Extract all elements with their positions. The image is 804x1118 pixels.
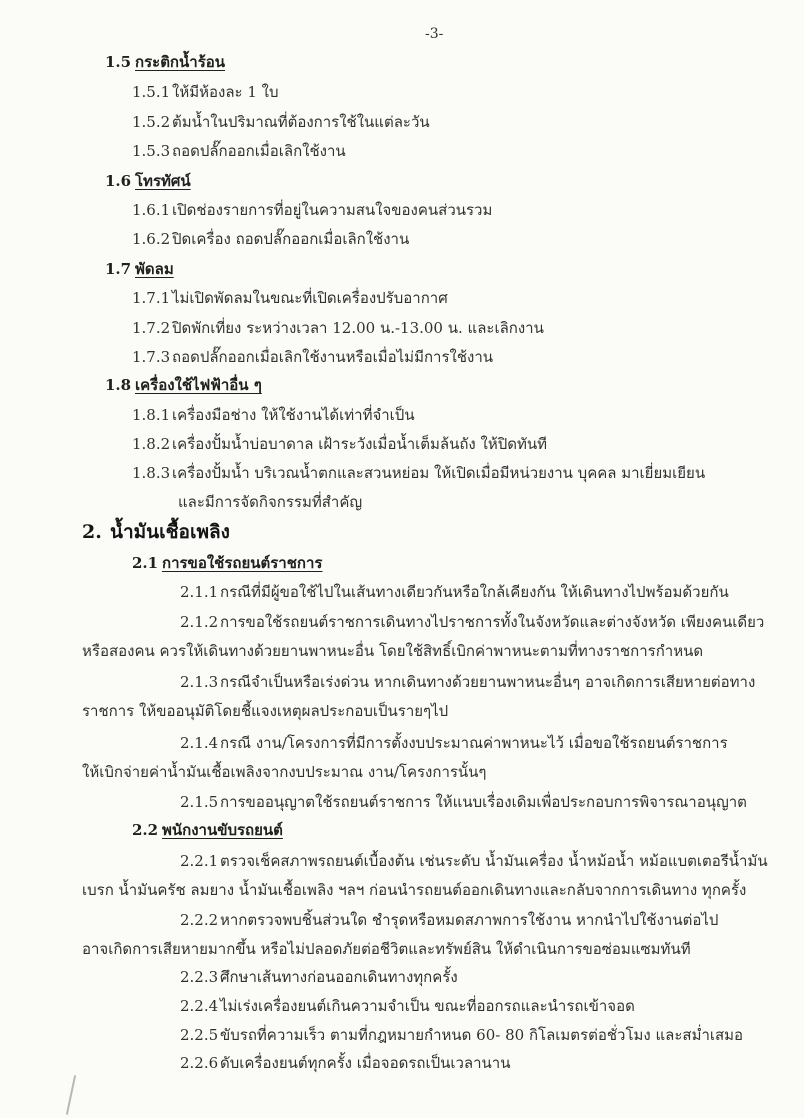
item-number: 1.5.3 [132,142,171,160]
text-line-l-2-2-5 [180,1025,743,1045]
item-text: ขับรถที่ความเร็ว ตามที่กฎหมายกำหนด 60- 80 กิโลเมตรต่อชั่วโมง และสม่ำเสมอ [220,1026,744,1044]
text-line-l-1-7-2 [132,318,544,338]
item-text: ไม่เร่งเครื่องยนต์เกินความจำเป็น ขณะที่ออกรถและนำรถเข้าจอด [220,997,635,1015]
item-text: ดับเครื่องยนต์ทุกครั้ง เมื่อจอดรถเป็นเวลานาน [220,1054,511,1072]
text-line-l-2-2-1 [180,851,768,871]
item-number: 2.2.1 [180,852,219,870]
item-text: และมีการจัดกิจกรรมที่สำคัญ [178,493,363,511]
item-number: 1.6.2 [132,230,171,248]
text-line-l-2-1-3 [180,672,755,692]
text-line-h-1-7 [105,259,174,279]
item-number: 1.8.1 [132,406,171,424]
item-number: 2.2.2 [180,911,219,929]
text-line-l-2-2-1b [82,880,746,900]
page-number: -3- [425,26,444,42]
item-text: ต้มน้ำในปริมาณที่ต้องการใช้ในแต่ละวัน [172,113,430,131]
item-text: ปิดเครื่อง ถอดปลั๊กออกเมื่อเลิกใช้งาน [172,230,410,248]
item-text: ถอดปลั๊กออกเมื่อเลิกใช้งานหรือเมื่อไม่มีการใช้งาน [172,348,494,366]
item-number: 1.5.2 [132,113,171,131]
section-heading: เครื่องใช้ไฟฟ้าอื่น ๆ [135,376,262,394]
item-number: 2.2.6 [180,1054,219,1072]
item-number: 2.1.3 [180,673,219,691]
text-line-l-1-5-2 [132,112,430,132]
item-number: 2.1.5 [180,793,219,811]
item-text: เปิดช่องรายการที่อยู่ในความสนใจของคนส่วนรวม [172,201,493,219]
item-text: กรณีที่มีผู้ขอใช้ไปในเส้นทางเดียวกันหรือใกล้เคียงกัน ให้เดินทางไปพร้อมด้วยกัน [220,583,729,601]
item-number: 2.1.2 [180,613,219,631]
item-number: 2.2.3 [180,968,219,986]
item-number: 1.5 [105,53,132,71]
text-line-l-1-5-3 [132,141,346,161]
text-line-h-2 [82,522,230,542]
item-text: ปิดพักเที่ยง ระหว่างเวลา 12.00 น.-13.00 น. และเลิกงาน [172,319,544,337]
text-line-l-2-1-3b [82,701,448,721]
section-heading: พนักงานขับรถยนต์ [162,821,283,839]
item-number: 1.5.1 [132,83,171,101]
item-text: เครื่องมือช่าง ให้ใช้งานได้เท่าที่จำเป็น [172,406,415,424]
item-text: กรณี งาน/โครงการที่มีการตั้งงบประมาณค่าพาหนะไว้ เมื่อขอใช้รถยนต์ราชการ [220,734,728,752]
item-number: 1.6.1 [132,201,171,219]
text-line-l-1-8-1 [132,405,415,425]
text-line-l-1-6-1 [132,200,492,220]
item-number: 1.8 [105,376,132,394]
item-text: เบรก น้ำมันครัช ลมยาง น้ำมันเชื้อเพลิง ฯลฯ ก่อนนำรถยนต์ออกเดินทางและกลับจากการเดินทาง ทุกครั้ง [82,881,747,899]
item-number: 1.6 [105,172,132,190]
item-text: ถอดปลั๊กออกเมื่อเลิกใช้งาน [172,142,346,160]
section-heading: กระติกน้ำร้อน [135,53,226,71]
item-number: 1.8.2 [132,435,171,453]
text-line-l-2-1-4b [82,762,487,782]
item-text: ศึกษาเส้นทางก่อนออกเดินทางทุกครั้ง [220,968,458,986]
text-line-h-1-5 [105,52,225,72]
item-number: 1.7.3 [132,348,171,366]
item-number: 2.2 [132,821,159,839]
text-line-l-2-1-2b [82,641,703,661]
item-text: การขอใช้รถยนต์ราชการเดินทางไปราชการทั้งในจังหวัดและต่างจังหวัด เพียงคนเดียว [220,613,765,631]
item-number: 1.7.1 [132,289,171,307]
item-number: 1.8.3 [132,464,171,482]
text-line-l-1-8-2 [132,434,547,454]
text-line-l-2-2-2 [180,910,718,930]
text-line-l-2-1-4 [180,733,728,753]
text-line-l-2-2-6 [180,1053,510,1073]
text-line-l-1-8-3 [132,463,705,483]
text-line-l-2-2-3 [180,967,458,987]
section-heading: พัดลม [135,260,174,278]
text-line-l-1-7-3 [132,347,493,367]
item-number: 2.1.4 [180,734,219,752]
item-text: ตรวจเช็คสภาพรถยนต์เบื้องต้น เช่นระดับ น้ำมันเครื่อง น้ำหม้อน้ำ หม้อแบตเตอรีน้ำมัน [220,852,768,870]
text-line-l-2-1-5 [180,792,747,812]
item-text: ให้มีห้องละ 1 ใบ [172,83,279,101]
item-number: 1.7 [105,260,132,278]
item-text: อาจเกิดการเสียหายมากขึ้น หรือไม่ปลอดภัยต่อชีวิตและทรัพย์สิน ให้ดำเนินการขอซ่อมแซมทันที [82,940,691,958]
text-line-l-1-7-1 [132,288,448,308]
item-number: 1.7.2 [132,319,171,337]
text-line-h-1-6 [105,171,191,191]
item-number: 2.2.4 [180,997,219,1015]
item-text: การขออนุญาตใช้รถยนต์ราชการ ให้แนบเรื่องเดิมเพื่อประกอบการพิจารณาอนุญาต [220,793,747,811]
item-text: ให้เบิกจ่ายค่าน้ำมันเชื้อเพลิงจากงบประมาณ งาน/โครงการนั้นๆ [82,763,487,781]
item-text: กรณีจำเป็นหรือเร่งด่วน หากเดินทางด้วยยานพาหนะอื่นๆ อาจเกิดการเสียหายต่อทาง [220,673,756,691]
item-text: เครื่องปั้มน้ำ บริเวณน้ำตกและสวนหย่อม ให้เปิดเมื่อมีหน่วยงาน บุคคล มาเยี่ยมเยียน [172,464,706,482]
item-number: 2.1.1 [180,583,219,601]
section-heading: น้ำมันเชื้อเพลิง [110,521,230,543]
item-text: หากตรวจพบชิ้นส่วนใด ชำรุดหรือหมดสภาพการใช้งาน หากนำไปใช้งานต่อไป [220,911,719,929]
text-line-l-1-6-2 [132,229,409,249]
item-text: ราชการ ให้ขออนุมัติโดยชี้แจงเหตุผลประกอบเป็นรายๆไป [82,702,449,720]
section-heading: การขอใช้รถยนต์ราชการ [162,554,323,572]
item-number: 2.2.5 [180,1026,219,1044]
item-text: เครื่องปั้มน้ำบ่อบาดาล เฝ้าระวังเมื่อน้ำเต็มล้นถัง ให้ปิดทันที [172,435,548,453]
text-line-l-1-8-3b [178,492,362,512]
section-heading: โทรทัศน์ [135,172,191,190]
item-number: 2. [82,521,102,543]
text-line-l-2-1-2 [180,612,764,632]
text-line-l-2-2-4 [180,996,635,1016]
text-line-h-2-1 [132,553,322,573]
text-line-l-2-2-2b [82,939,691,959]
item-number: 2.1 [132,554,159,572]
item-text: ไม่เปิดพัดลมในขณะที่เปิดเครื่องปรับอากาศ [172,289,448,307]
text-line-h-2-2 [132,820,283,840]
text-line-h-1-8 [105,375,262,395]
item-text: หรือสองคน ควรให้เดินทางด้วยยานพาหนะอื่น โดยใช้สิทธิ์เบิกค่าพาหนะตามที่ทางราชการกำหนด [82,642,704,660]
text-line-l-2-1-1 [180,582,729,602]
text-line-l-1-5-1 [132,82,279,102]
